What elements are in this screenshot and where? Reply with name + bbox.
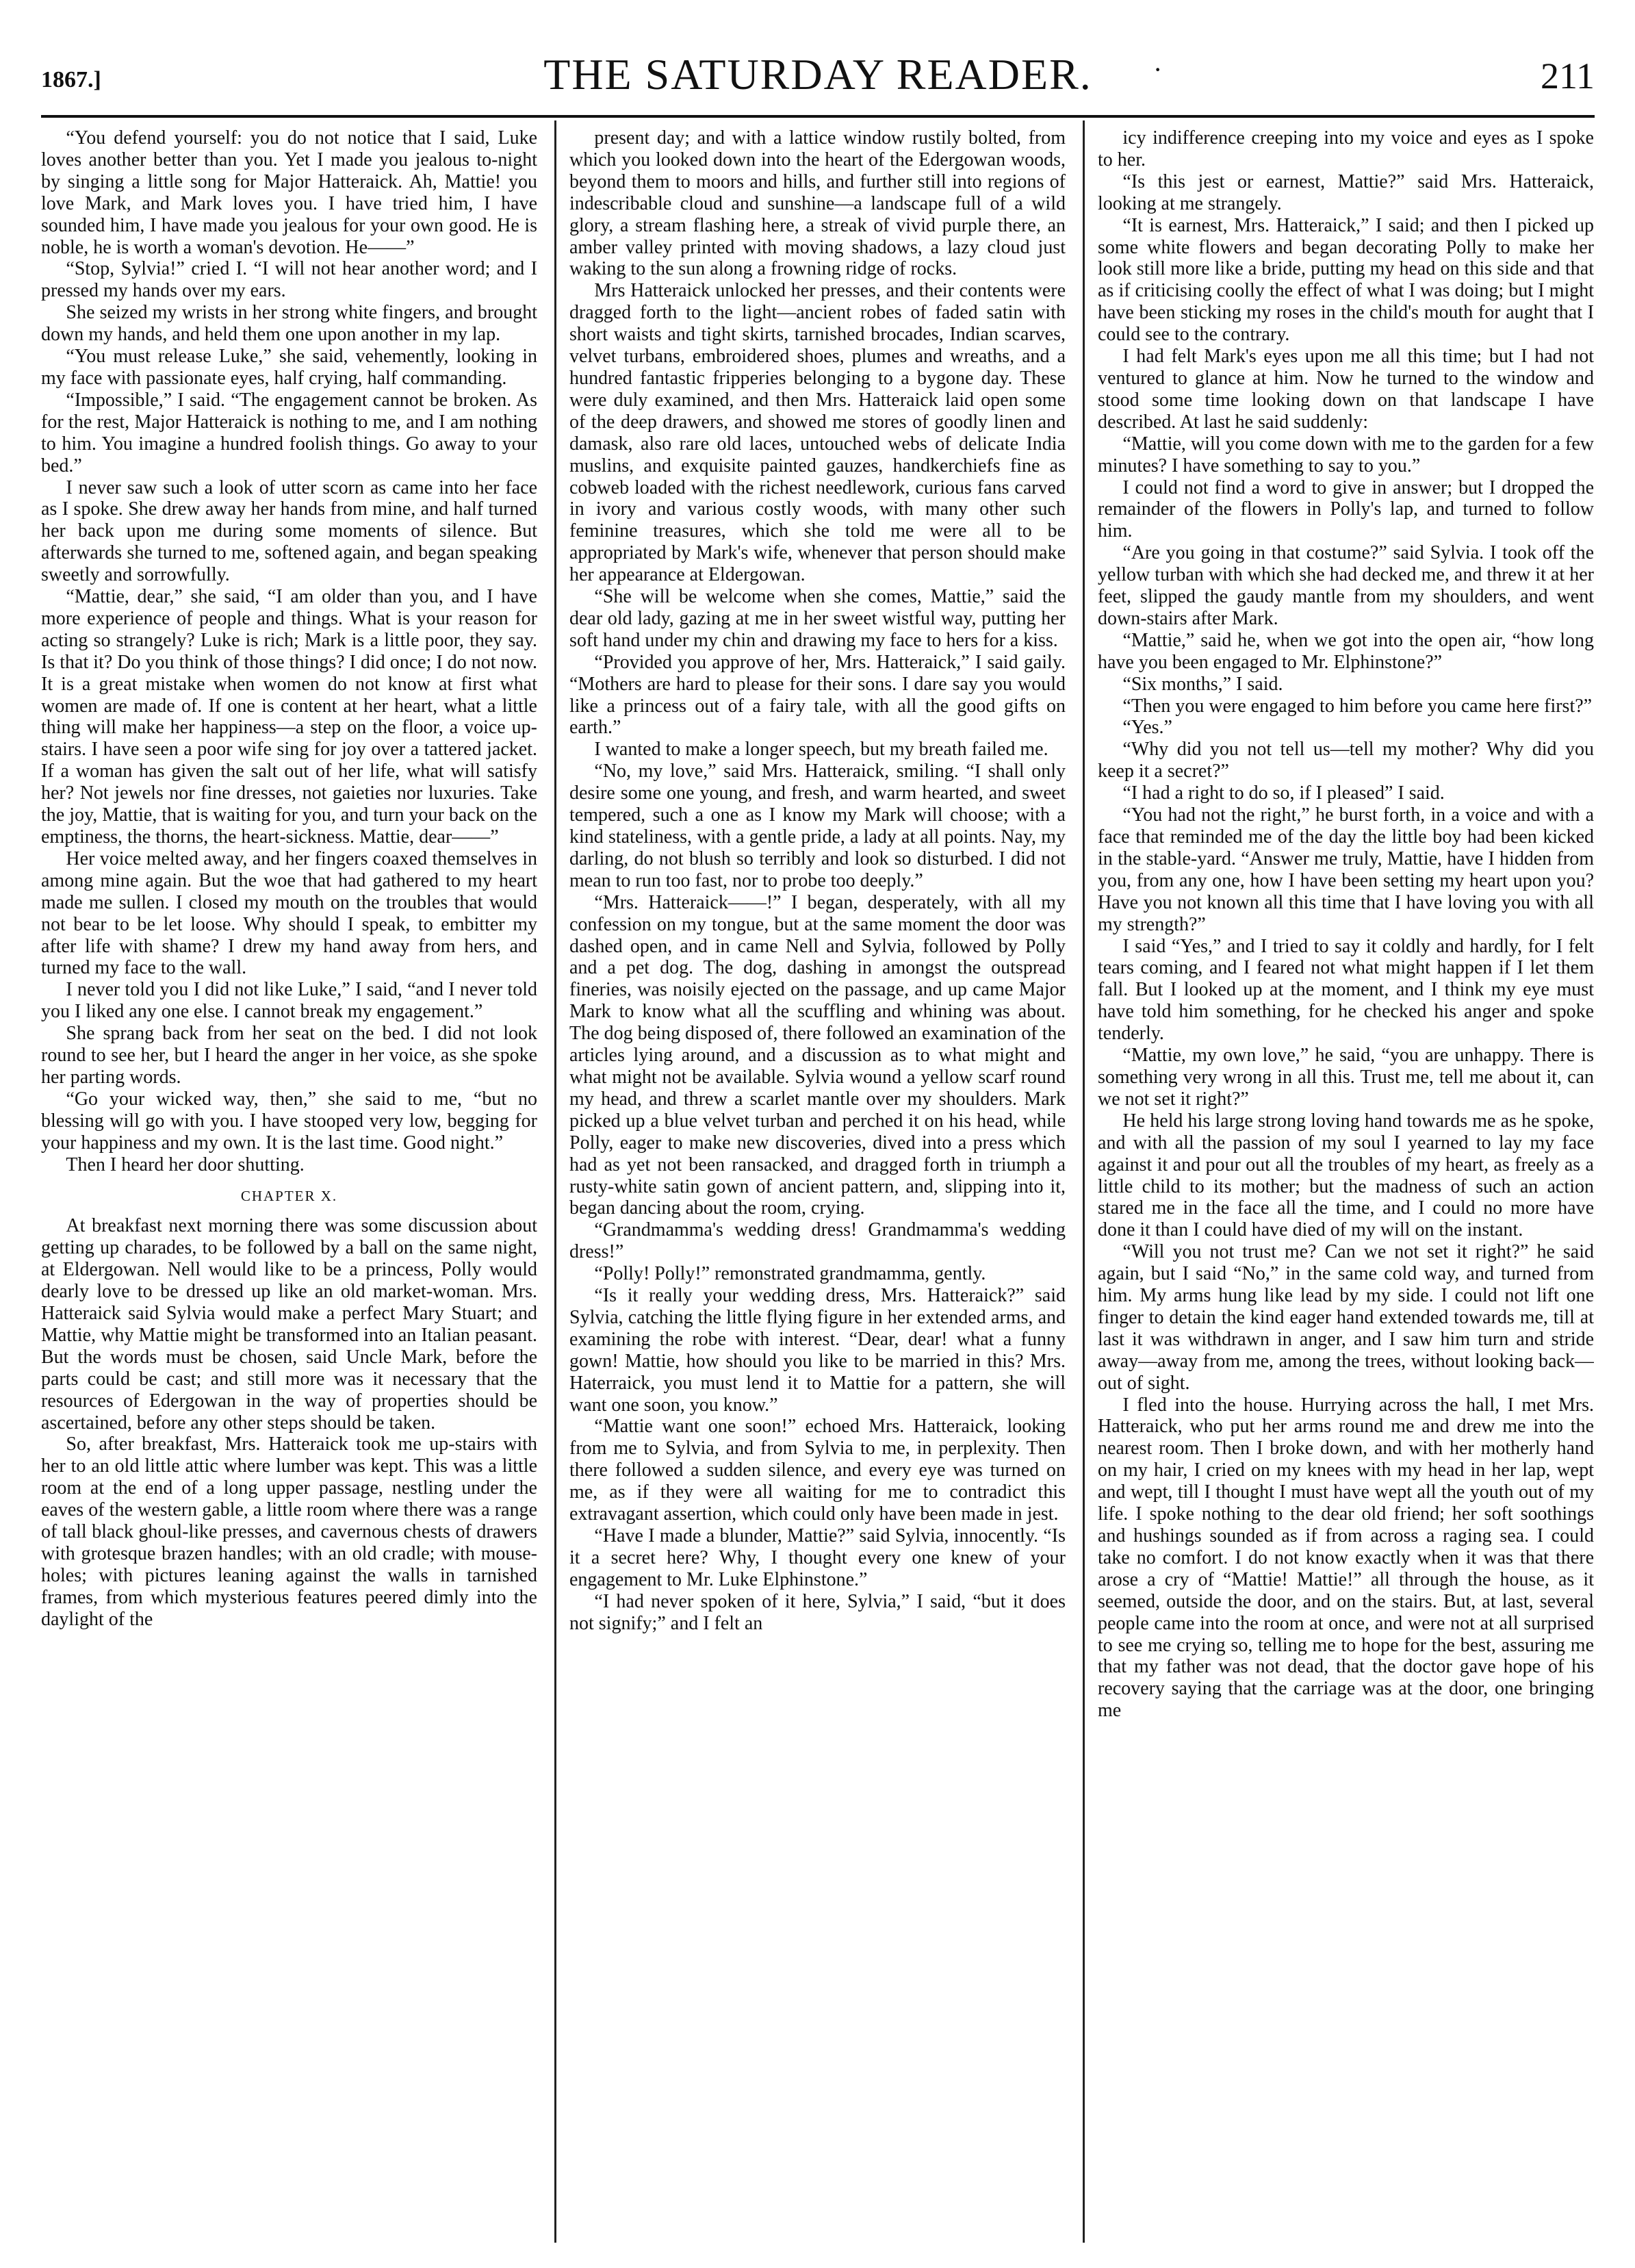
paragraph: “Mrs. Hatteraick——!” I began, desperately, with all my confession on my tongue, but at the same moment the door was dashed open, and in came Nell and Sylvia, followed by Polly and a pet dog. The dog, dashing in amongst the outspread fineries, was noisily ejected on the passage, and up came Major Mark to know what all the scuffling and whining was about. The dog being disposed of, there followed an examination of the articles lying around, and a discussion as to what might and what might not be available. Sylvia wound a yellow scarf round my head, and threw a scarlet mantle over my shoulders. Mark picked up a blue velvet turban and perched it on his head, while Polly, eager to make new discoveries, dived into a press which had as yet not been ransacked, and dragged forth in triumph a rusty-white satin gown of ancient pattern, and, slipping into it, began dancing about the room, crying.: [569, 891, 1066, 1219]
paragraph: Mrs Hatteraick unlocked her presses, and their contents were dragged forth to the light—ancient robes of faded satin with short waists and tight skirts, tarnished brocades, Indian scarves, velvet turbans, embroidered shoes, plumes and wreaths, and a hundred fantastic fripperies belonging to a bygone day. These were duly examined, and then Mrs. Hatteraick laid open some of the deep drawers, and showed me stores of goodly linen and damask, also rare old laces, untouched webs of delicate India muslins, and exquisite painted gauzes, handkerchiefs fine as cobweb loaded with the richest needlework, curious fans carved in ivory and various costly woods, with many other such feminine treasures, which she told me were all to be appropriated by Mark's wife, whenever that person should make her appearance at Eldergowan.: [569, 280, 1066, 586]
paragraph: “Go your wicked way, then,” she said to me, “but no blessing will go with you. I have stooped very low, begging for your happiness and my own. It is the last time. Good night.”: [41, 1088, 537, 1154]
paragraph: I could not find a word to give in answer; but I dropped the remainder of the flowers in Polly's lap, and turned to follow him.: [1098, 476, 1594, 542]
paragraph: “Mattie, my own love,” he said, “you are unhappy. There is something very wrong in all this. Trust me, tell me about it, can we not set it right?”: [1098, 1045, 1594, 1110]
paragraph: “Are you going in that costume?” said Sylvia. I took off the yellow turban with which she had decked me, and threw it at her feet, slipped the gaudy mantle from my shoulders, and went down-stairs after Mark.: [1098, 542, 1594, 629]
paragraph: “Provided you approve of her, Mrs. Hatteraick,” I said gaily. “Mothers are hard to please for their sons. I dare say you would like a princess out of a fairy tale, with all the good gifts on earth.”: [569, 651, 1066, 739]
page-number: 211: [1541, 55, 1595, 97]
publication-title: THE SATURDAY READER.: [543, 50, 1092, 99]
paragraph: “She will be welcome when she comes, Mattie,” said the dear old lady, gazing at me in her sweet wistful way, putting her soft hand under my chin and drawing my face to hers for a kiss.: [569, 586, 1066, 651]
paragraph: She sprang back from her seat on the bed. I did not look round to see her, but I heard the anger in her voice, as she spoke her parting words.: [41, 1023, 537, 1088]
paragraph: “Mattie,” said he, when we got into the open air, “how long have you been engaged to Mr. Elphinstone?”: [1098, 629, 1594, 673]
paragraph: She seized my wrists in her strong white fingers, and brought down my hands, and held them one upon another in my lap.: [41, 302, 537, 346]
paragraph: “I had never spoken of it here, Sylvia,” I said, “but it does not signify;” and I felt an: [569, 1590, 1066, 1634]
paragraph: “You had not the right,” he burst forth, in a voice and with a face that reminded me of the day the little boy had been kicked in the stable-yard. “Answer me truly, Mattie, have I hidden from you, from any one, how I have been setting my heart upon you? Have you not known all this time that I have loving you with all my strength?”: [1098, 804, 1594, 935]
paragraph: “Have I made a blunder, Mattie?” said Sylvia, innocently. “Is it a secret here? Why, I thought every one knew of your engagement to Mr. Luke Elphinstone.”: [569, 1525, 1066, 1590]
paragraph: “Polly! Polly!” remonstrated grandmamma, gently.: [594, 1263, 986, 1285]
paragraph: So, after breakfast, Mrs. Hatteraick took me up-stairs with her to an old little attic where lumber was kept. This was a little room at the end of a long upper passage, nestling under the eaves of the western gable, a little room where there was a range of tall black ghoul-like presses, and cavernous chests of drawers with grotesque brazen handles; with an old cradle; with mouse-holes; with pictures leaning against the walls in tarnished frames, from which mysterious features peered dimly into the daylight of the: [41, 1434, 537, 1630]
paragraph: “Mattie, will you come down with me to the garden for a few minutes? I have something to say to you.”: [1098, 433, 1594, 476]
paragraph: “Mattie, dear,” she said, “I am older than you, and I have more experience of people and things. What is your reason for acting so strangely? Luke is rich; Mark is a little poor, they say. Is that it? Do you think of those things? I did once; I do not now. It is a great mistake when women do not know at first what women are made of. If one is content at her heart, what a little thing will make her happiness—a step on the floor, a voice up-stairs. I have seen a poor wife sing for joy over a tattered jacket. If a woman has given the salt out of her life, what will satisfy her? Not jewels nor fine dresses, not gaieties nor luxuries. Take the joy, Mattie, that is waiting for you, and turn your back on the emptiness, the thorns, the heart-sickness. Mattie, dear——”: [41, 586, 537, 848]
paragraph: present day; and with a lattice window rustily bolted, from which you looked down into the heart of the Edergowan woods, beyond them to moors and hills, and further still into regions of indescribable cloud and sunshine—a landscape full of a wild glory, a stream flashing here, a streak of vivid purple there, an amber valley printed with moving shadows, a lazy cloud just waking to the sun along a frowning ridge of rocks.: [569, 127, 1066, 280]
column-2: [569, 127, 1066, 2256]
paragraph: “No, my love,” said Mrs. Hatteraick, smiling. “I shall only desire some one young, and fresh, and warm hearted, and sweet tempered, such a one as I know my Mark will choose; with a kind stateliness, with a gentle pride, a lady at all points. Nay, my darling, do not blush so terribly and look so disturbed. I did not mean to run too fast, nor to probe too deeply.”: [569, 761, 1066, 891]
paragraph: “Why did you not tell us—tell my mother? Why did you keep it a secret?”: [1098, 739, 1594, 782]
paragraph: “Is this jest or earnest, Mattie?” said Mrs. Hatteraick, looking at me strangely.: [1098, 170, 1594, 214]
column-divider: [554, 120, 556, 2243]
page-header: [41, 49, 1595, 111]
paragraph: “Mattie want one soon!” echoed Mrs. Hatteraick, looking from me to Sylvia, and from Sylvia to me, in perplexity. Then there followed a sudden silence, and every eye was turned on me, as if they were all waiting for me to contradict this extravagant assertion, which could only have been made in jest.: [569, 1416, 1066, 1525]
column-3: [1098, 127, 1594, 2256]
paragraph: “It is earnest, Mrs. Hatteraick,” I said; and then I picked up some white flowers and began decorating Polly to make her look still more like a bride, putting my head on this side and that as if criticising coolly the effect of what I was doing; but I might have been sticking my roses in the child's mouth for aught that I could see to the contrary.: [1098, 214, 1594, 346]
paragraph: I had felt Mark's eyes upon me all this time; but I had not ventured to glance at him. Now he turned to the window and stood some time looking down on that landscape I have described. At last he said suddenly:: [1098, 346, 1594, 433]
paragraph: “Will you not trust me? Can we not set it right?” he said again, but I said “No,” in the same cold way, and turned from him. My arms hung like lead by my side. I could not lift one finger to detain the kind eager hand extended towards me, till at last it was withdrawn in anger, and I saw him turn and stride away—away from me, among the trees, without looking back—out of sight.: [1098, 1241, 1594, 1394]
issue-year: 1867.]: [41, 67, 101, 92]
paragraph: “Six months,” I said.: [1122, 673, 1283, 695]
paragraph: icy indifference creeping into my voice and eyes as I spoke to her.: [1098, 127, 1594, 170]
paragraph: Her voice melted away, and her fingers coaxed themselves in among mine again. But the woe that had gathered to my heart made me sullen. I closed my mouth on the troubles that would not bear to be let loose. Why should I speak, to embitter my after life with shame? I drew my hand away from hers, and turned my face to the wall.: [41, 848, 537, 979]
paragraph: Then I heard her door shutting.: [66, 1154, 305, 1175]
paragraph: I fled into the house. Hurrying across the hall, I met Mrs. Hatteraick, who put her arms round me and drew me into the nearest room. Then I broke down, and with her motherly hand on my hair, I cried on my knees with my head in her lap, wept and wept, till I thought I must have wept all the youth out of my life. I spoke nothing to the dear old friend; her soft soothings and hushings sounded as if from across a raging sea. I could take no comfort. I do not know exactly when it was that there arose a cry of “Mattie! Mattie!” all through the house, as it seemed, outside the door, and on the stairs. But, at last, several people came into the room at once, and were not at all surprised to see me crying so, telling me to hope for the best, assuring me that my father was not dead, that the doctor gave hope of his recovery saying that the carriage was at the door, one bringing me: [1098, 1394, 1594, 1722]
paragraph: “I had a right to do so, if I pleased” I said.: [1122, 782, 1445, 804]
column-divider: [1083, 120, 1085, 2243]
paragraph: “Yes.”: [1122, 717, 1172, 739]
chapter-heading: CHAPTER X.: [240, 1187, 338, 1204]
paragraph: He held his large strong loving hand towards me as he spoke, and with all the passion of my soul I yearned to lay my face against it and pour out all the troubles of my heart, as freely as a little child to its mother; but the madness of such an action stared me in the face all the time, and I could no more have done it than I could have died of my will on the instant.: [1098, 1110, 1594, 1241]
header-rule: [41, 115, 1595, 118]
paragraph: “You must release Luke,” she said, vehemently, looking in my face with passionate eyes, half crying, half commanding.: [41, 346, 537, 389]
paragraph: “Then you were engaged to him before you came here first?”: [1122, 695, 1593, 717]
paragraph: I wanted to make a longer speech, but my breath failed me.: [594, 739, 1048, 761]
paragraph: At breakfast next morning there was some discussion about getting up charades, to be followed by a ball on the same night, at Eldergowan. Nell would like to be a princess, Polly would dearly love to be dressed up like an old market-woman. Mrs. Hatteraick said Sylvia would make a perfect Mary Stuart; and Mattie, why Mattie might be transformed into an Italian peasant. But the words must be chosen, said Uncle Mark, before the parts could be cast; and still more was it necessary that the resources of Edergowan in the way of properties should be ascertained, before any other steps should be taken.: [41, 1215, 537, 1434]
paragraph: “Stop, Sylvia!” cried I. “I will not hear another word; and I pressed my hands over my ears.: [41, 258, 537, 302]
paragraph: I said “Yes,” and I tried to say it coldly and hardly, for I felt tears coming, and I feared not what might happen if I let them fall. But I looked up at the moment, and I think my eye must have told him something, for he checked his anger and spoke tenderly.: [1098, 935, 1594, 1045]
column-1: [41, 127, 537, 2256]
paragraph: “Grandmamma's wedding dress! Grandmamma's wedding dress!”: [569, 1219, 1066, 1263]
paragraph: I never saw such a look of utter scorn as came into her face as I spoke. She drew away her hands from mine, and half turned her back upon me during some moments of silence. But afterwards she turned to me, softened again, and began speaking sweetly and sorrowfully.: [41, 476, 537, 586]
paragraph: “Is it really your wedding dress, Mrs. Hatteraick?” said Sylvia, catching the little flying figure in her extended arms, and examining the robe with interest. “Dear, dear! what a funny gown! Mattie, how should you like to be married in this? Mrs. Haterraick, you must lend it to Mattie for a pattern, she will want one soon, you know.”: [569, 1285, 1066, 1416]
header-dot: ·: [1153, 54, 1163, 85]
paragraph: “Impossible,” I said. “The engagement cannot be broken. As for the rest, Major Hatteraick is nothing to me, and I am nothing to him. You imagine a hundred foolish things. Go away to your bed.”: [41, 389, 537, 476]
paragraph: “You defend yourself: you do not notice that I said, Luke loves another better than you. Yet I made you jealous to-night by singing a little song for Major Hatteraick. Ah, Mattie! you love Mark, and Mark loves you. I have tried him, I have sounded him, I have made you jealous for your own good. He is noble, he is worth a woman's devotion. He——”: [41, 127, 537, 258]
paragraph: I never told you I did not like Luke,” I said, “and I never told you I liked any one else. I cannot break my engagement.”: [41, 979, 537, 1023]
